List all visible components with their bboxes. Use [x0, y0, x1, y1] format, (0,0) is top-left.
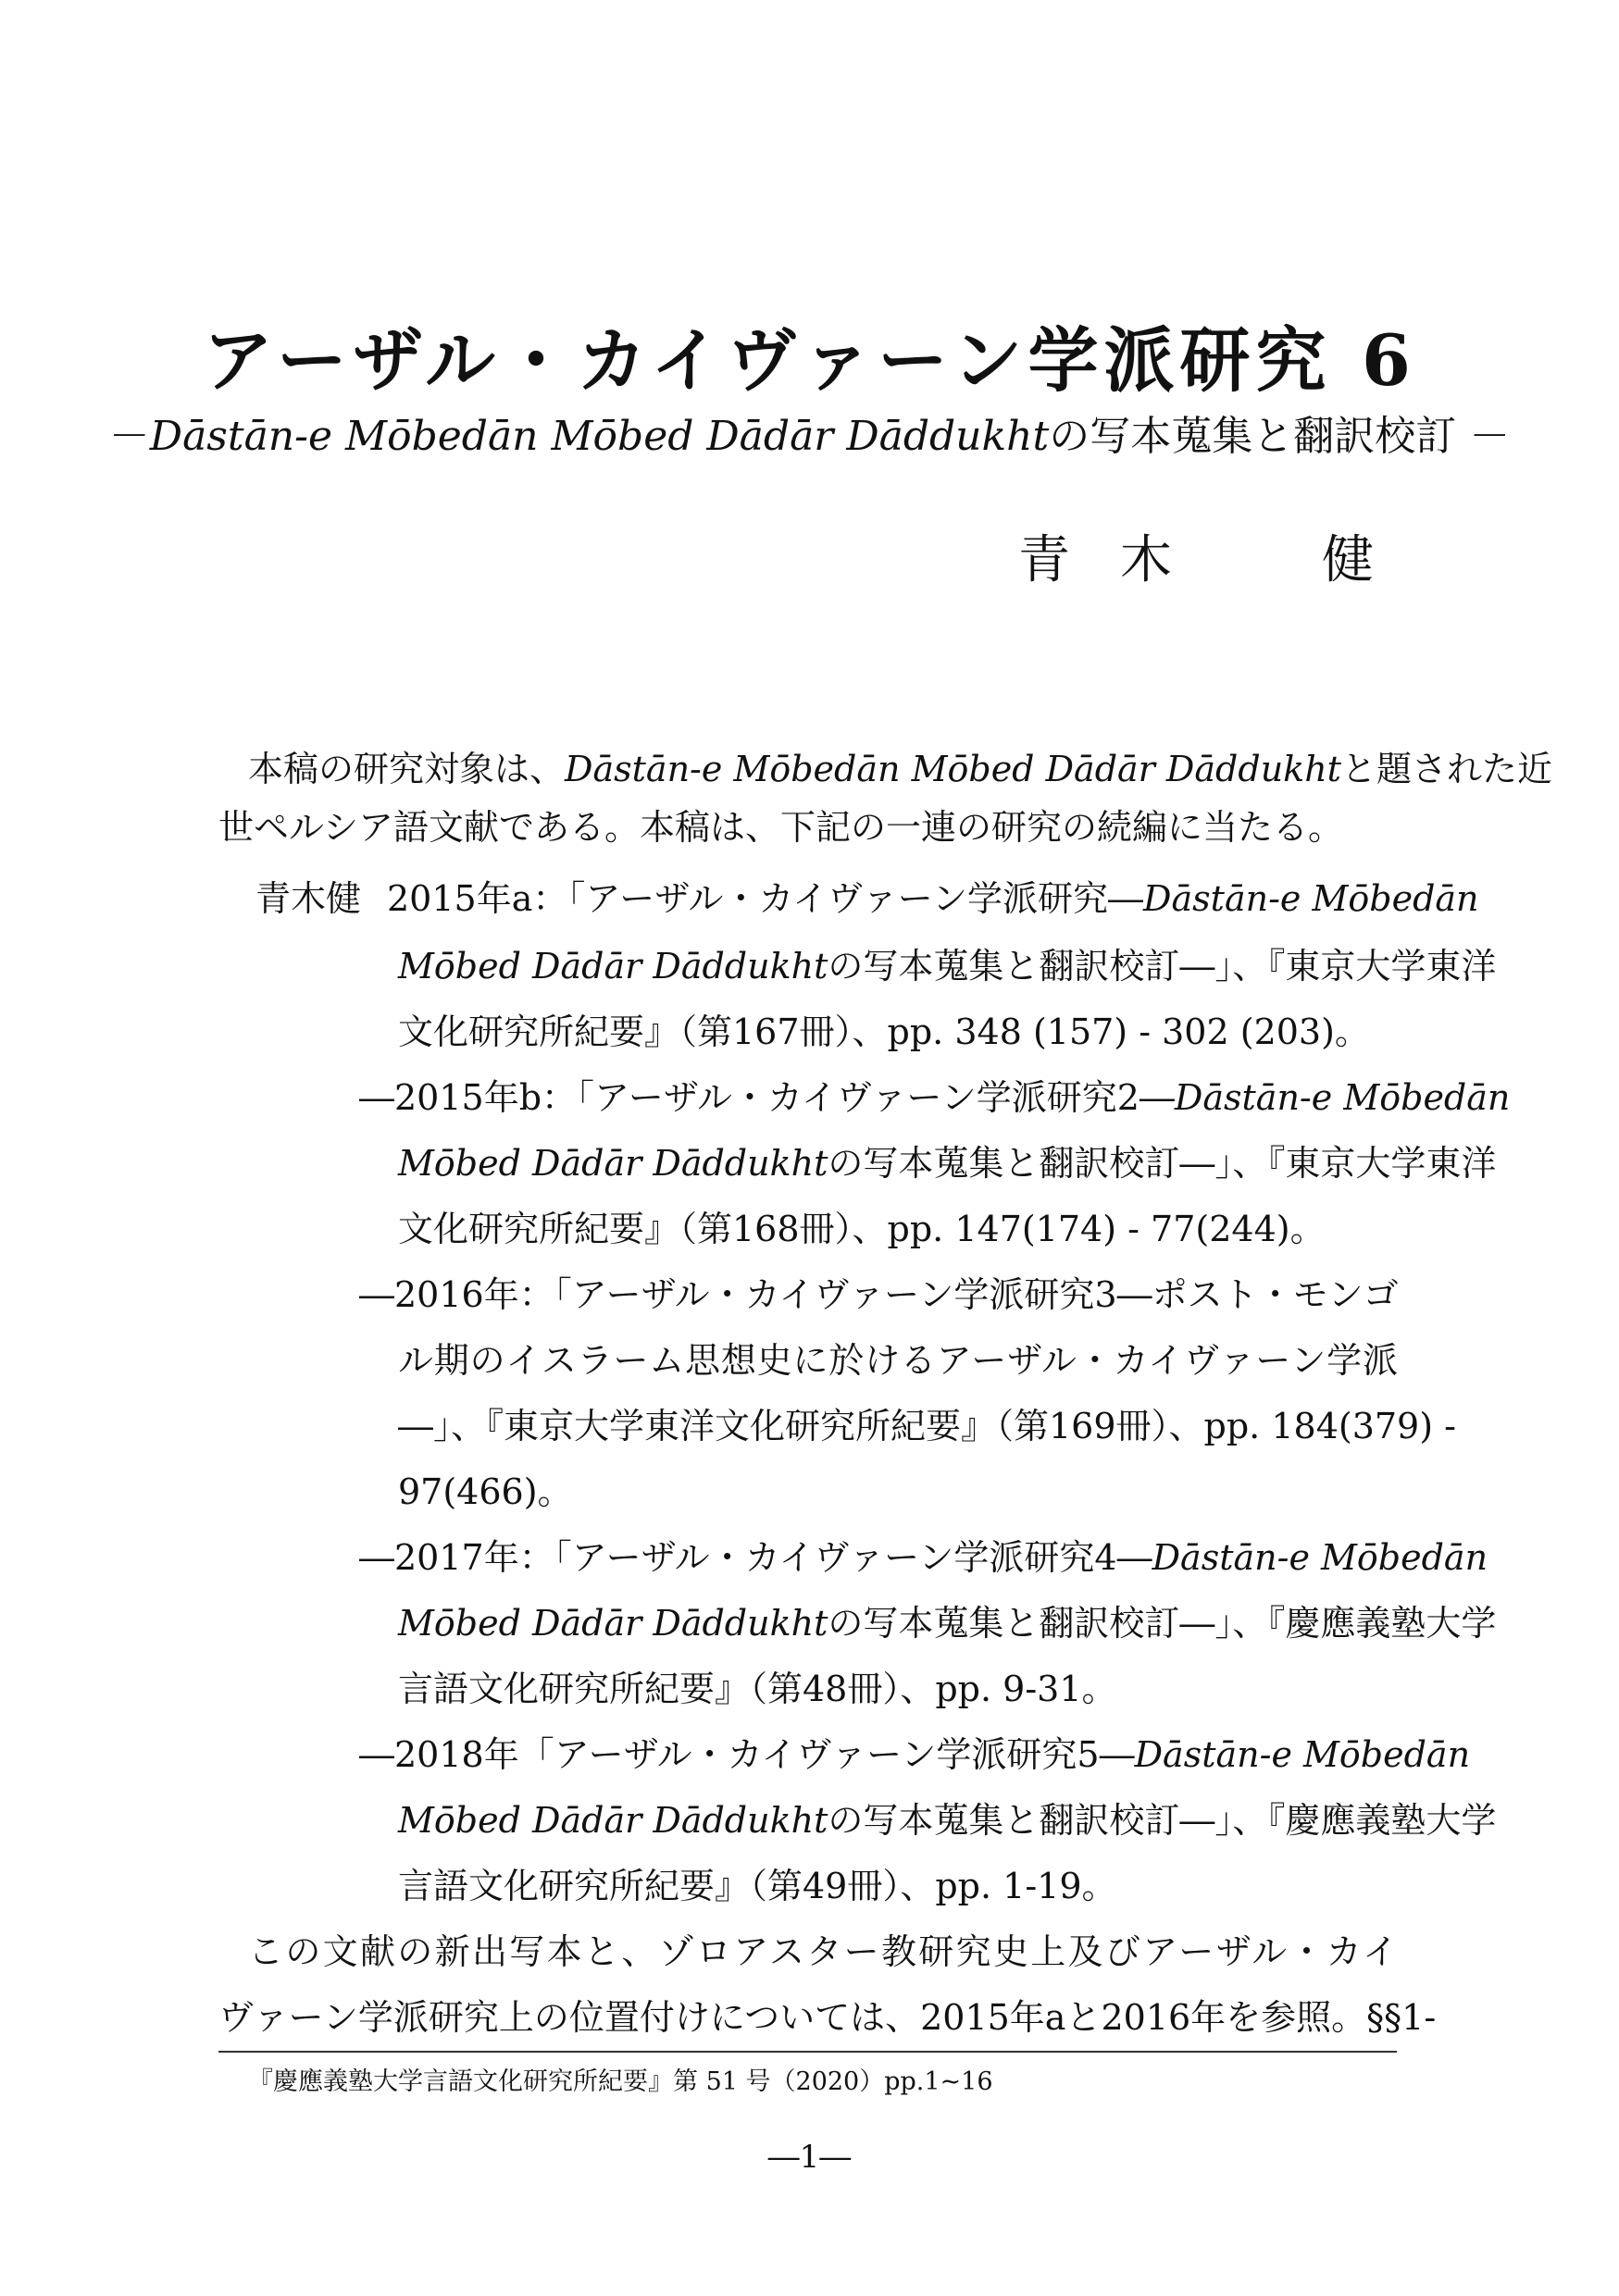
journal-footer: 『慶應義塾大学言語文化研究所紀要』第 51 号（2020）pp.1~16 — [248, 2067, 993, 2096]
subtitle-italic-title: Dāstān-e Mōbedān Mōbed Dādār Dāddukht — [149, 413, 1050, 460]
ref1-line-2: Mōbed Dādār Dāddukhtの写本蒐集と翻訳校訂―」、『東京大学東洋 — [398, 946, 1497, 987]
intro-line-1: 本稿の研究対象は、Dāstān-e Mōbedān Mōbed Dādār Dāddukhtと題された近 — [248, 749, 1552, 789]
subtitle-suffix: の写本蒐集と翻訳校訂 － — [1049, 413, 1511, 460]
footer-rule — [218, 2051, 1397, 2053]
ref1-line-3: 文化研究所紀要』（第167冊）、pp. 348 (157) - 302 (203)。 — [398, 1011, 1370, 1052]
closing-line-2: ヴァーン学派研究上の位置付けについては、2015年aと2016年を参照。§§1- — [218, 1997, 1437, 2038]
ref5-line-1: ―2018年「アーザル・カイヴァーン学派研究5―Dāstān-e Mōbedān — [359, 1734, 1471, 1775]
ref4-line-2: Mōbed Dādār Dāddukhtの写本蒐集と翻訳校訂―」、『慶應義塾大学 — [398, 1603, 1497, 1644]
paper-subtitle — [0, 413, 1619, 460]
author-char-1: 青 — [1018, 530, 1070, 590]
ref5-line-2: Mōbed Dādār Dāddukhtの写本蒐集と翻訳校訂―」、『慶應義塾大学 — [398, 1800, 1497, 1841]
author-char-2: 木 — [1120, 530, 1172, 590]
subtitle-prefix: － — [108, 413, 150, 460]
ref3-line-4: 97(466)。 — [398, 1471, 573, 1512]
intro-line-2: 世ペルシア語文献である。本稿は、下記の一連の研究の続編に当たる。 — [218, 807, 1344, 848]
ref2-line-2: Mōbed Dādār Dāddukhtの写本蒐集と翻訳校訂―」、『東京大学東洋 — [398, 1143, 1497, 1184]
ref4-line-3: 言語文化研究所紀要』（第48冊）、pp. 9-31。 — [398, 1669, 1117, 1709]
paper-title: アーザル・カイヴァーン学派研究 6 — [203, 319, 1416, 402]
ref4-line-1: ―2017年：「アーザル・カイヴァーン学派研究4―Dāstān-e Mōbedān — [359, 1537, 1488, 1578]
author-char-3: 健 — [1322, 530, 1374, 590]
ref1-line-1: 2015年a：「アーザル・カイヴァーン学派研究―Dāstān-e Mōbedān — [387, 878, 1479, 919]
ref2-line-1: ―2015年b：「アーザル・カイヴァーン学派研究2―Dāstān-e Mōbedān — [359, 1077, 1511, 1118]
ref3-line-1: ―2016年：「アーザル・カイヴァーン学派研究3―ポスト・モンゴ — [359, 1274, 1399, 1315]
ref3-line-2: ル期のイスラーム思想史に於けるアーザル・カイヴァーン学派 — [398, 1340, 1398, 1381]
page-number: ―1― — [767, 2139, 852, 2176]
ref-author: 青木健 — [255, 878, 362, 919]
ref5-line-3: 言語文化研究所紀要』（第49冊）、pp. 1-19。 — [398, 1866, 1117, 1906]
ref2-line-3: 文化研究所紀要』（第168冊）、pp. 147(174) - 77(244)。 — [398, 1209, 1326, 1249]
ref3-line-3: ―」、『東京大学東洋文化研究所紀要』（第169冊）、pp. 184(379) - — [398, 1406, 1456, 1446]
closing-line-1: この文献の新出写本と、ゾロアスター教研究史上及びアーザル・カイ — [248, 1931, 1398, 1972]
